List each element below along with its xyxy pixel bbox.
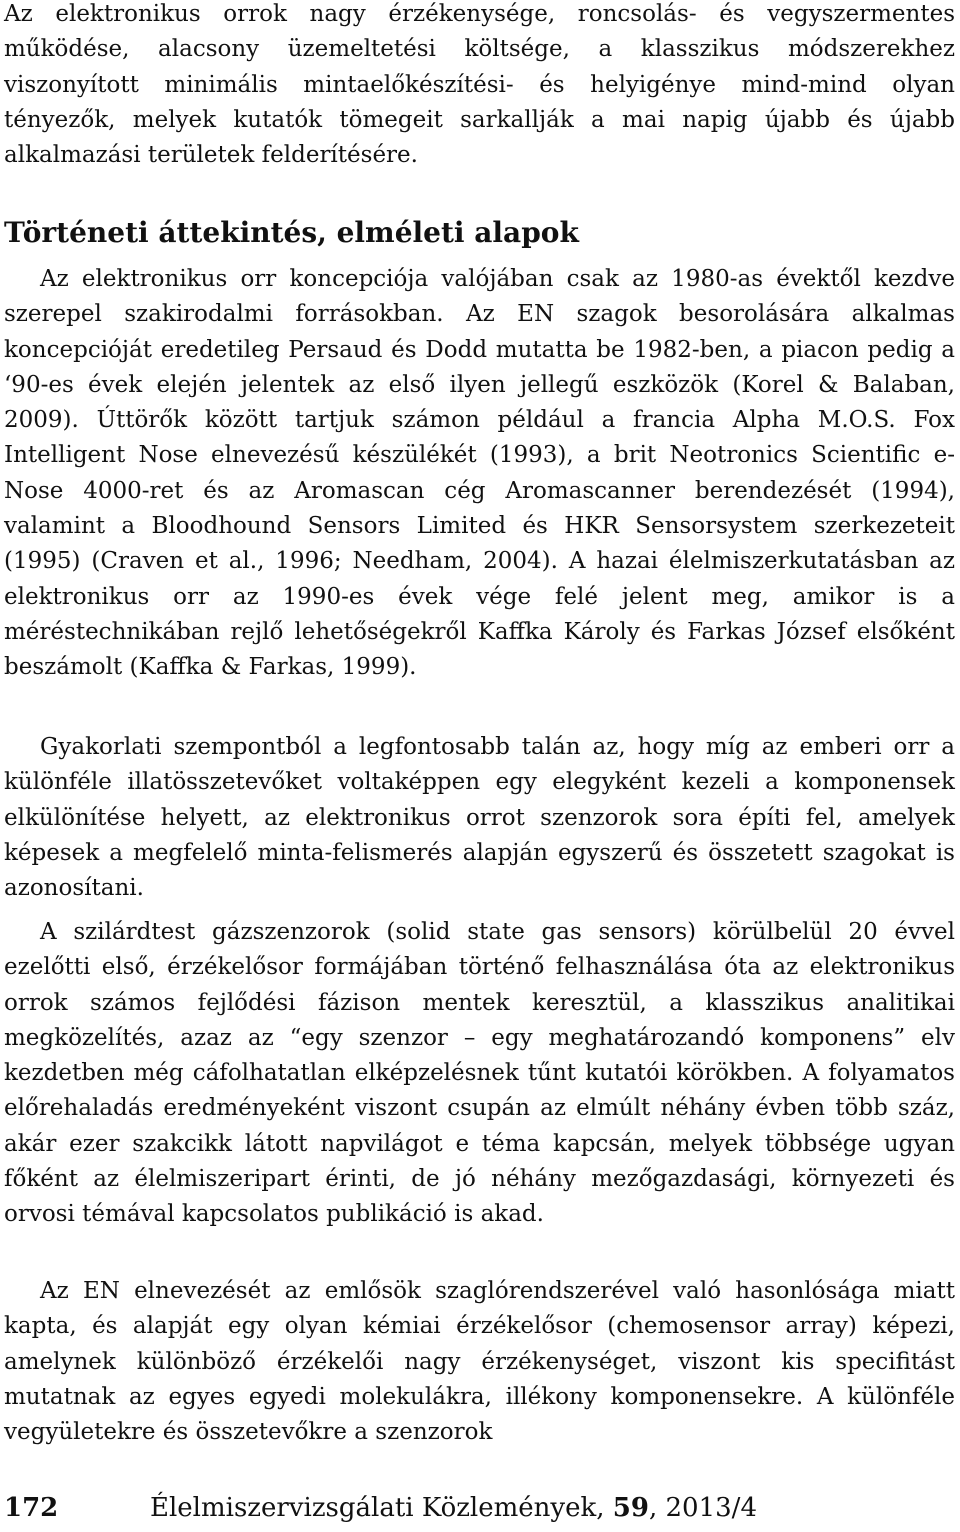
page-number: 172 (4, 1493, 59, 1523)
intro-paragraph-continuation: Az elektronikus orrok nagy érzékenysége, roncsolás- és vegyszermentes működése, alacsony üzemeltetési költsége, a klasszikus módszerekhez viszonyított minimális mintaelőkészítési- és helyigénye mind-mind olyan tényezők, melyek kutatók tömegeit sarkallják a mai napig újabb és újabb alkalmazási területek felderítésére. (4, 1, 955, 169)
sensor-history-paragraph: A szilárdtest gázszenzorok (solid state gas sensors) körülbelül 20 évvel ezelőtti első, érzékelősor formájában történő felhasználása óta az elektronikus orrok számos fejlődési fázison mentek keresztül, a klasszikus analitikai megközelítés, azaz az “egy szenzor – egy meghatározandó komponens” elv kezdetben még cáfolhatatlan elképzelésnek tűnt kutatói körökben. A folyamatos előrehaladás eredményeként viszont csupán az elmúlt néhány évben több száz, akár ezer szakcikk látott napvilágot e téma kapcsán, melyek többsége ugyan főként az élelmiszeripart érinti, de jó néhány mezőgazdasági, környezeti és orvosi témával kapcsolatos publikáció is akad. (4, 919, 955, 1228)
journal-issue: , 2013/4 (648, 1493, 757, 1523)
journal-volume: 59 (612, 1493, 649, 1523)
history-paragraph: Az elektronikus orr koncepciója valójában csak az 1980-as évektől kezdve szerepel szakirodalmi forrásokban. Az EN szagok besorolására alkalmas koncepcióját eredetileg Persaud és Dodd mutatta be 1982-ben, a piacon pedig a ‘90-es évek elején jelentek az első ilyen jellegű eszközök (Korel & Balaban, 2009). Úttörők között tartjuk számon például a francia Alpha M.O.S. Fox Intelligent Nose elnevezésű készülékét (1993), a brit Neotronics Scientific e-Nose 4000-ret és az Aromascan cég Aromascanner berendezését (1994), valamint a Bloodhound Sensors Limited és HKR Sensorsystem szerkezeteit (1995) (Craven et al., 1996; Needham, 2004). A hazai élelmiszerkutatásban az elektronikus orr az 1990-es évek vége felé jelent meg, amikor is a méréstechnikában rejlő lehetőségekről Kaffka Károly és Farkas József elsőként beszámolt (Kaffka & Farkas, 1999). (4, 266, 955, 681)
page-footer (4, 1490, 955, 1526)
naming-paragraph: Az EN elnevezését az emlősök szaglórendszerével való hasonlósága miatt kapta, és alapját egy olyan kémiai érzékelősor (chemosensor array) képezi, amelynek különböző érzékelői nagy érzékenységet, viszont kis specifitást mutatnak az egyes egyedi molekulákra, illékony komponensekre. A különféle vegyületekre és összetevőkre a szenzorok (4, 1278, 955, 1446)
section-heading: Történeti áttekintés, elméleti alapok (4, 216, 579, 249)
journal-citation (150, 1490, 757, 1526)
journal-name: Élelmiszervizsgálati Közlemények, (150, 1493, 613, 1523)
practical-paragraph: Gyakorlati szempontból a legfontosabb talán az, hogy míg az emberi orr a különféle illatösszetevőket voltaképpen egy elegyként kezeli a komponensek elkülönítése helyett, az elektronikus orrot szenzorok sora építi fel, amelyek képesek a megfelelő minta-felismerés alapján egyszerű és összetett szagokat is azonosítani. (4, 734, 955, 902)
